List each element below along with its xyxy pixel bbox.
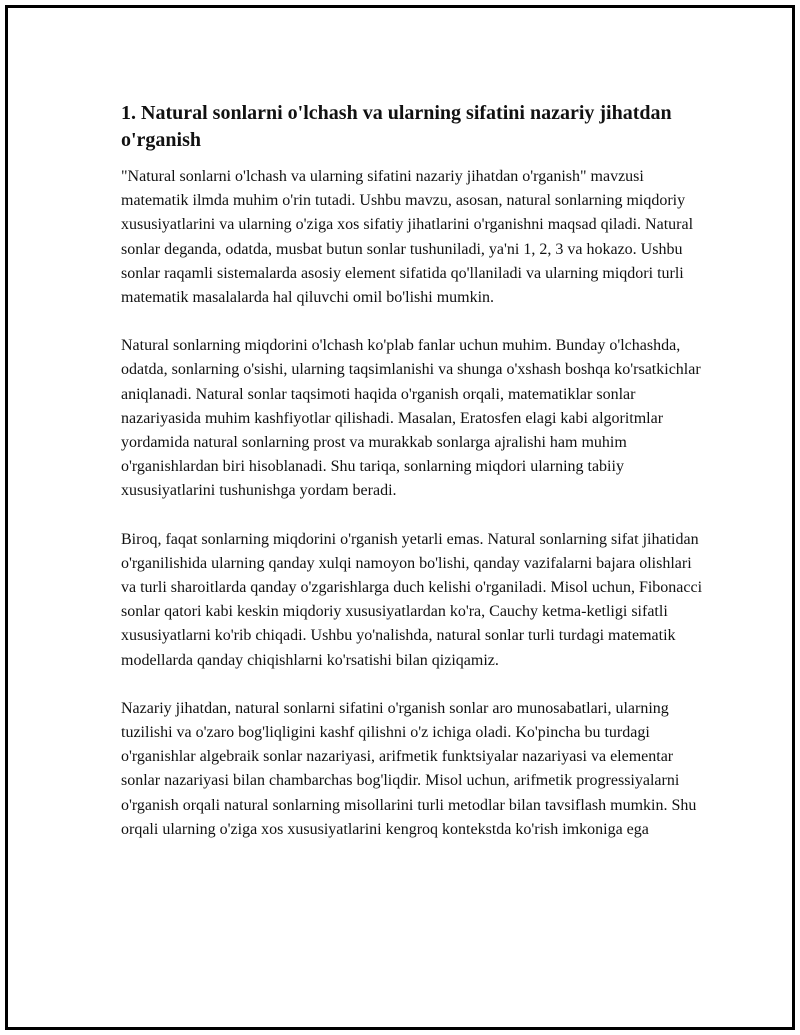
paragraph-4: Nazariy jihatdan, natural sonlarni sifatini o'rganish sonlar aro munosabatlari, ularning tuzilishi va o'zaro bog'liqligini kashf qilishni o'z ichiga oladi. Ko'pincha bu turdagi o'rganishlar algebraik sonlar nazariyasi, arifmetik funktsiyalar nazariyasi va elementar sonlar nazariyasi bilan chambarchas bog'liqdir. Misol uchun, arifmetik progressiyalarni o'rganish orqali natural sonlarning misollarini turli metodlar bilan tavsiflash mumkin. Shu orqali ularning o'ziga xos xususiyatlarini kengroq kontekstda ko'rish imkoniga ega [121, 699, 697, 838]
paragraph-1: "Natural sonlarni o'lchash va ularning sifatini nazariy jihatdan o'rganish" mavzusi matematik ilmda muhim o'rin tutadi. Ushbu mavzu, asosan, natural sonlarning miqdoriy xususiyatlarini va ularning o'ziga xos sifatiy jihatlarini o'rganishni maqsad qiladi. Natural sonlar deganda, odatda, musbat butun sonlar tushuniladi, ya'ni 1, 2, 3 va hokazo. Ushbu sonlar raqamli sistemalarda asosiy element sifatida qo'llaniladi va ularning miqdori turli matematik masalalarda hal qiluvchi omil bo'lishi mumkin. [121, 168, 694, 307]
paragraph-2: Natural sonlarning miqdorini o'lchash ko'plab fanlar uchun muhim. Bunday o'lchashda, odatda, sonlarning o'sishi, ularning taqsimlanishi va shunga o'xshash boshqa ko'rsatkichlar aniqlanadi. Natural sonlar taqsimoti haqida o'rganish orqali, matematiklar sonlar nazariyasida muhim kashfiyotlar qilishadi. Masalan, Eratosfen elagi kabi algoritmlar yordamida natural sonlarning prost va murakkab sonlarga ajralishi ham muhim o'rganishlardan biri hisoblanadi. Shu tariqa, sonlarning miqdori ularning tabiiy xususiyatlarini tushunishga yordam beradi. [121, 337, 701, 500]
section-heading: 1. Natural sonlarni o'lchash va ularning sifatini nazariy jihatdan o'rganish [121, 102, 672, 151]
document-body [121, 100, 703, 866]
page-frame [5, 5, 795, 1030]
paragraph-3: Biroq, faqat sonlarning miqdorini o'rganish yetarli emas. Natural sonlarning sifat jihatidan o'rganilishida ularning qanday xulqi namoyon bo'lishi, qanday vazifalarni bajara olishlari va turli sharoitlarda qanday o'zgarishlarga duch kelishi o'rganiladi. Misol uchun, Fibonacci sonlar qatori kabi keskin miqdoriy xususiyatlardan ko'ra, Cauchy ketma-ketligi sifatli xususiyatlarni ko'rib chiqadi. Ushbu yo'nalishda, natural sonlar turli turdagi matematik modellarda qanday chiqishlarni ko'rsatishi bilan qiziqamiz. [121, 530, 703, 669]
